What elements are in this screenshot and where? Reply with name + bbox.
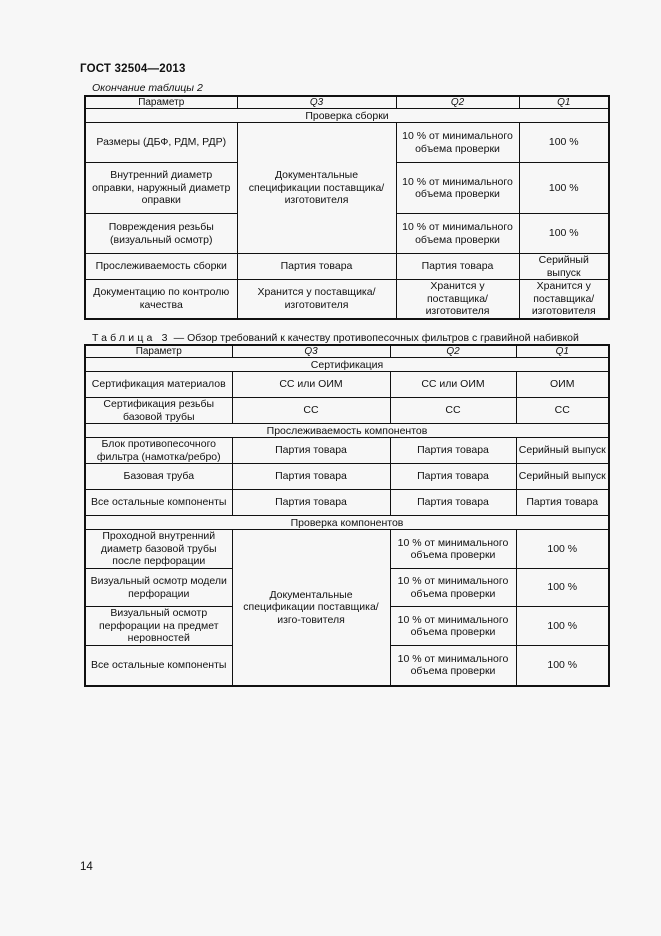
table-3-title: — Обзор требований к качеству противопесочных фильтров с гравийной набивкой <box>170 332 579 344</box>
section-row <box>85 424 609 438</box>
cell-q1: Партия товара <box>516 490 609 516</box>
cell-parameter: Прослеживаемость сборки <box>85 254 237 280</box>
section-title: Сертификация <box>85 358 609 372</box>
cell-q3: Партия товара <box>237 254 396 280</box>
column-header-q3: Q3 <box>232 345 390 358</box>
cell-q3: Партия товара <box>232 490 390 516</box>
cell-parameter: Блок противопесочного фильтра (намотка/ребро) <box>85 438 232 464</box>
cell-parameter: Все остальные компоненты <box>85 646 232 686</box>
cell-q1: Хранится у поставщика/ изготовителя <box>519 280 609 319</box>
cell-q1: Серийный выпуск <box>519 254 609 280</box>
table-3-caption <box>92 332 579 344</box>
table-header-row <box>85 345 609 358</box>
table-3-label: Таблица 3 <box>92 332 171 344</box>
table-2-continuation <box>84 95 610 320</box>
cell-q3: Хранится у поставщика/ изготовителя <box>237 280 396 319</box>
column-header-q1: Q1 <box>519 96 609 109</box>
column-header-q3: Q3 <box>237 96 396 109</box>
table-continuation-label: Окончание таблицы 2 <box>92 82 203 94</box>
table-row <box>85 438 609 464</box>
section-row <box>85 358 609 372</box>
table-row <box>85 398 609 424</box>
section-row <box>85 109 609 123</box>
section-title: Проверка сборки <box>85 109 609 123</box>
cell-q1: СС <box>516 398 609 424</box>
cell-q2: СС <box>390 398 516 424</box>
table-row <box>85 490 609 516</box>
table-row <box>85 372 609 398</box>
column-header-q2: Q2 <box>396 96 519 109</box>
table-3 <box>84 344 610 687</box>
section-row <box>85 516 609 530</box>
cell-q1: 100 % <box>519 214 609 254</box>
column-header-parameter: Параметр <box>85 345 232 358</box>
cell-parameter: Базовая труба <box>85 464 232 490</box>
cell-q1: ОИМ <box>516 372 609 398</box>
cell-q2: СС или ОИМ <box>390 372 516 398</box>
cell-parameter: Сертификация материалов <box>85 372 232 398</box>
cell-q1: 100 % <box>516 569 609 607</box>
cell-q2: 10 % от минимального объема проверки <box>390 569 516 607</box>
cell-parameter: Визуальный осмотр перфорации на предмет неровностей <box>85 607 232 646</box>
document-header: ГОСТ 32504—2013 <box>80 63 186 75</box>
column-header-q2: Q2 <box>390 345 516 358</box>
section-title: Проверка компонентов <box>85 516 609 530</box>
cell-q1: 100 % <box>519 123 609 163</box>
cell-q3-merged: Документальные спецификации поставщика/изго-товителя <box>232 530 390 686</box>
cell-q1: 100 % <box>516 607 609 646</box>
cell-q2: Партия товара <box>396 254 519 280</box>
cell-q3: Партия товара <box>232 464 390 490</box>
cell-q1: 100 % <box>516 646 609 686</box>
page-number: 14 <box>80 861 93 873</box>
cell-parameter: Документацию по контролю качества <box>85 280 237 319</box>
cell-parameter: Внутренний диаметр оправки, наружный диаметр оправки <box>85 163 237 214</box>
cell-parameter: Повреждения резьбы (визуальный осмотр) <box>85 214 237 254</box>
table-row <box>85 280 609 319</box>
cell-parameter: Все остальные компоненты <box>85 490 232 516</box>
cell-q2: 10 % от минимального объема проверки <box>396 214 519 254</box>
table-row <box>85 123 609 163</box>
cell-q2: 10 % от минимального объема проверки <box>390 646 516 686</box>
table-row <box>85 530 609 569</box>
cell-q2: Партия товара <box>390 438 516 464</box>
cell-parameter: Размеры (ДБФ, РДМ, РДР) <box>85 123 237 163</box>
table-row <box>85 464 609 490</box>
cell-q2: 10 % от минимального объема проверки <box>396 123 519 163</box>
cell-q3-merged: Документальные спецификации поставщика/ изготовителя <box>237 123 396 254</box>
cell-q2: 10 % от минимального объема проверки <box>390 530 516 569</box>
cell-q2: Партия товара <box>390 464 516 490</box>
table-row <box>85 254 609 280</box>
cell-q2: 10 % от минимального объема проверки <box>390 607 516 646</box>
cell-parameter: Проходной внутренний диаметр базовой трубы после перфорации <box>85 530 232 569</box>
column-header-q1: Q1 <box>516 345 609 358</box>
cell-q3: Партия товара <box>232 438 390 464</box>
cell-q1: Серийный выпуск <box>516 438 609 464</box>
cell-q3: СС или ОИМ <box>232 372 390 398</box>
cell-parameter: Визуальный осмотр модели перфорации <box>85 569 232 607</box>
cell-q2: Хранится у поставщика/ изготовителя <box>396 280 519 319</box>
cell-q1: 100 % <box>519 163 609 214</box>
table-header-row <box>85 96 609 109</box>
cell-q2: Партия товара <box>390 490 516 516</box>
cell-q1: 100 % <box>516 530 609 569</box>
column-header-parameter: Параметр <box>85 96 237 109</box>
section-title: Прослеживаемость компонентов <box>85 424 609 438</box>
cell-q2: 10 % от минимального объема проверки <box>396 163 519 214</box>
cell-parameter: Сертификация резьбы базовой трубы <box>85 398 232 424</box>
cell-q1: Серийный выпуск <box>516 464 609 490</box>
cell-q3: СС <box>232 398 390 424</box>
